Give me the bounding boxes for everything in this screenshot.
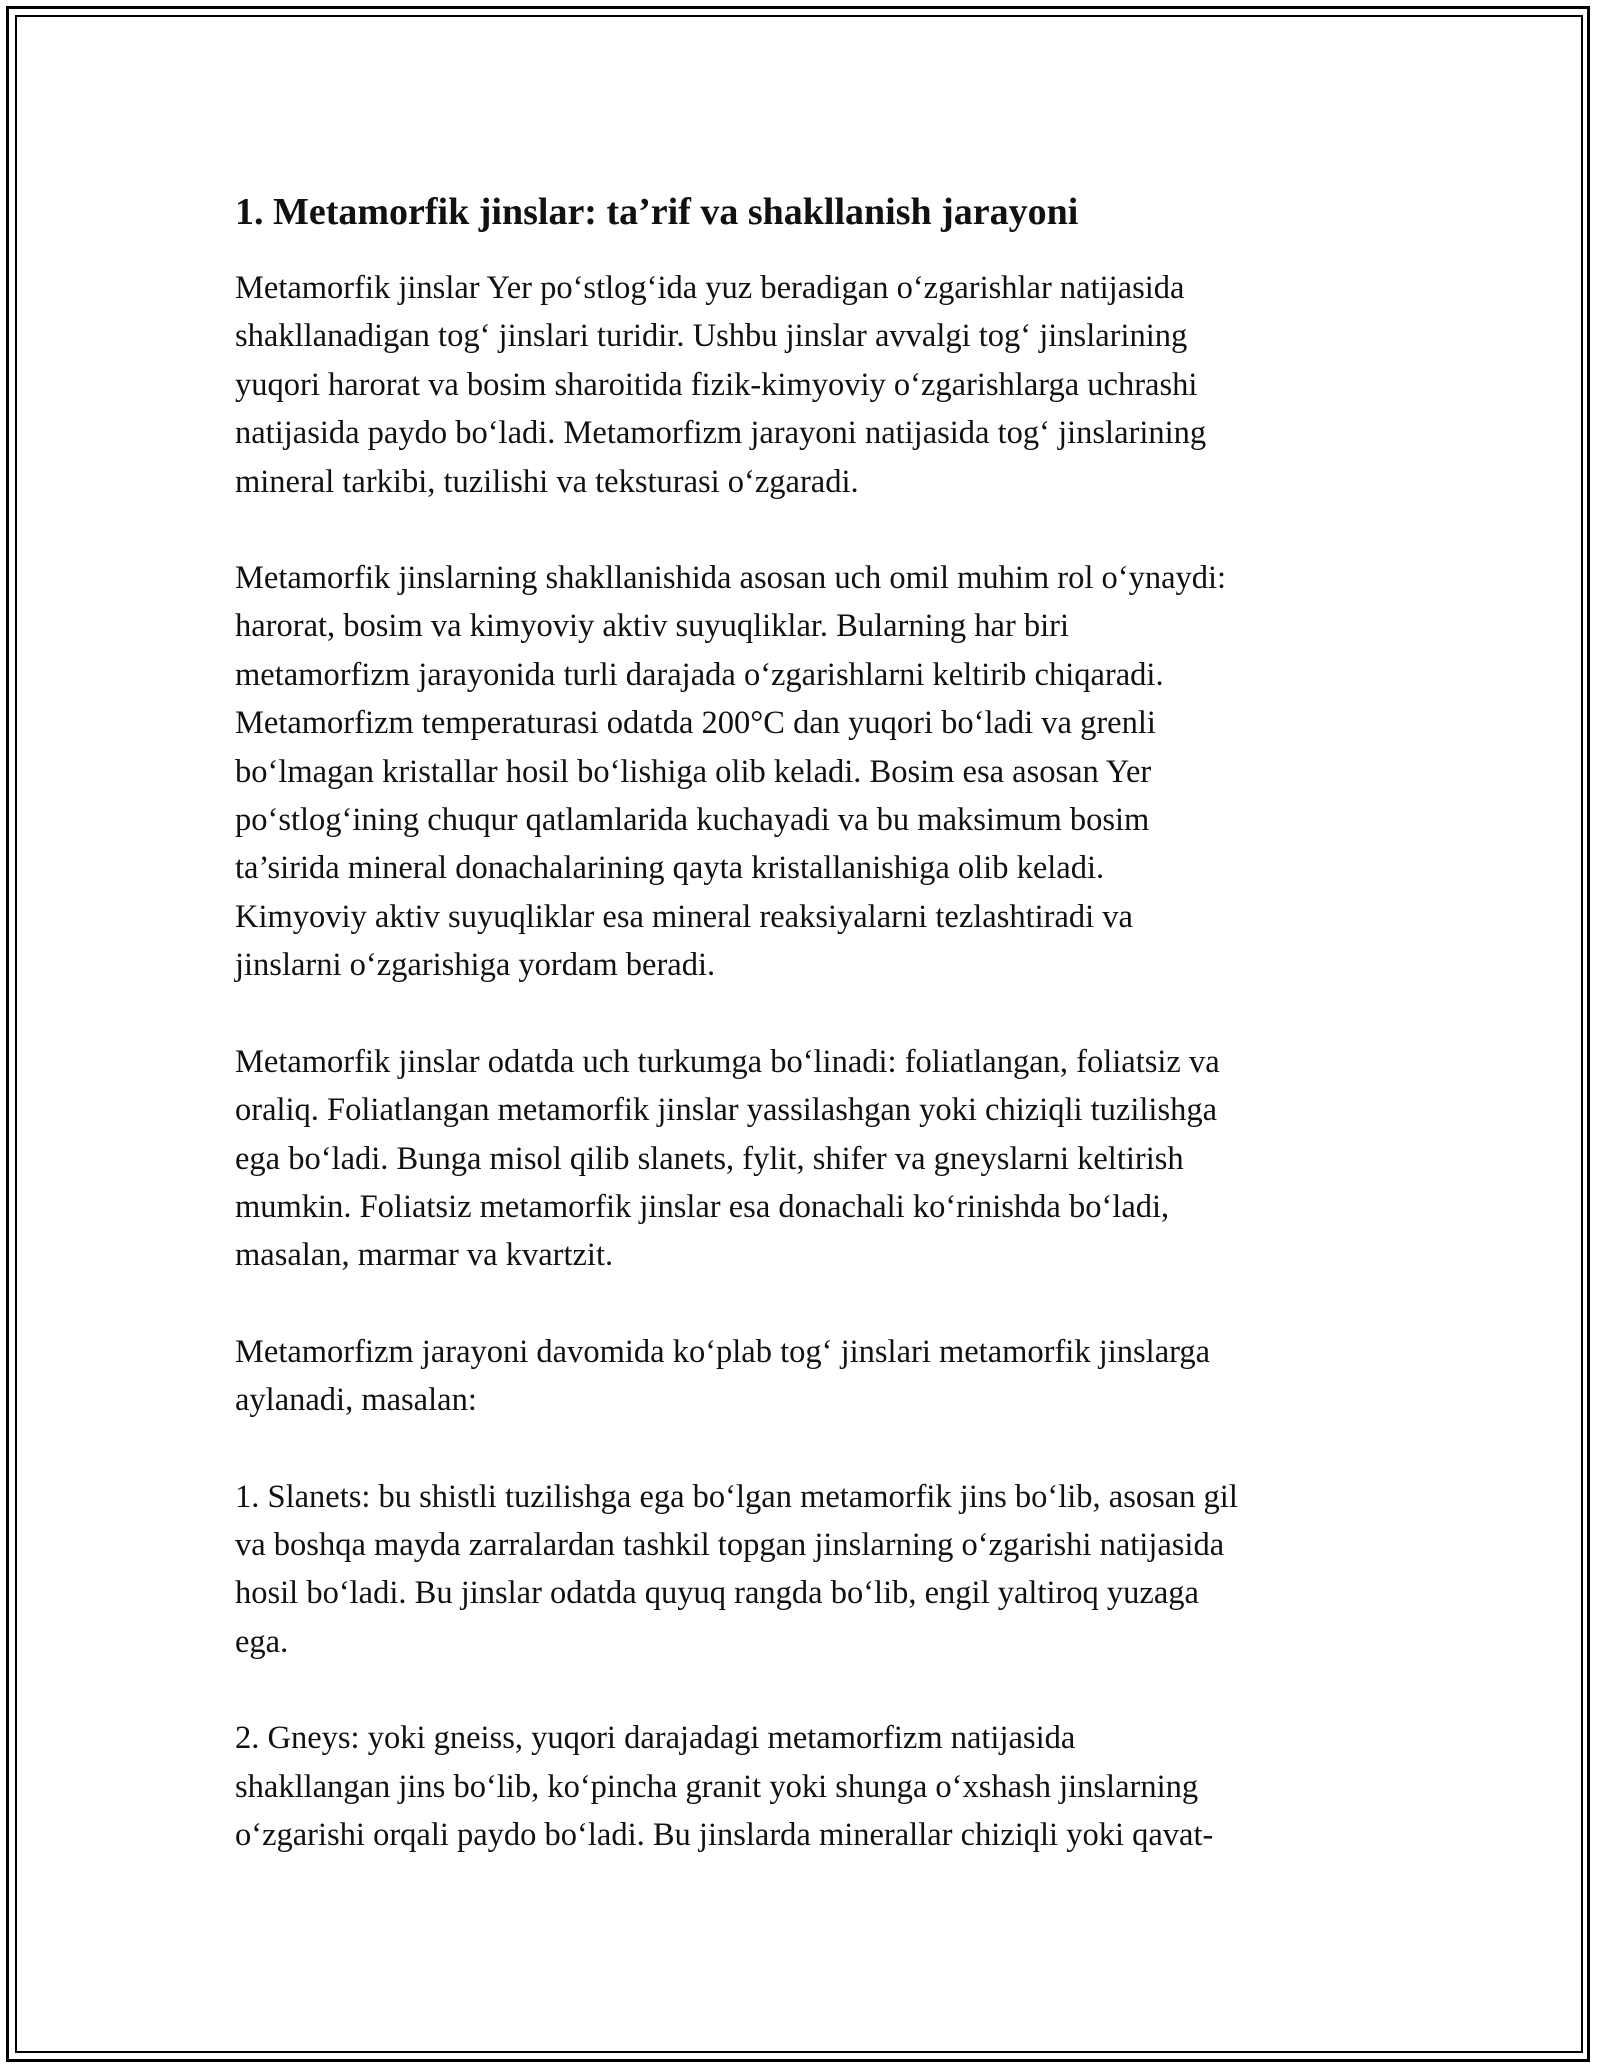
paragraph (235, 264, 1375, 506)
text-line: metamorfizm jarayonida turli darajada o‘zgarishlarni keltirib chiqaradi. (235, 656, 1164, 693)
text-line: ega bo‘ladi. Bunga misol qilib slanets, fylit, shifer va gneyslarni keltirish (235, 1140, 1184, 1177)
text-line: 2. Gneys: yoki gneiss, yuqori darajadagi metamorfizm natijasida (235, 1720, 1076, 1757)
paragraph-list (235, 264, 1375, 1859)
text-line: bo‘lmagan kristallar hosil bo‘lishiga olib keladi. Bosim esa asosan Yer (235, 753, 1152, 790)
paragraph (235, 1714, 1375, 1859)
text-line: ta’sirida mineral donachalarining qayta kristallanishiga olib keladi. (235, 850, 1105, 887)
text-line: po‘stlog‘ining chuqur qatlamlarida kuchayadi va bu maksimum bosim (235, 802, 1150, 839)
paragraph (235, 1328, 1375, 1425)
text-line: Metamorfik jinslar Yer po‘stlog‘ida yuz beradigan o‘zgarishlar natijasida (235, 270, 1185, 306)
text-line: Metamorfik jinslarning shakllanishida asosan uch omil muhim rol o‘ynaydi: (235, 560, 1227, 597)
text-line: jinslarni o‘zgarishiga yordam beradi. (235, 947, 716, 984)
text-line: oraliq. Foliatlangan metamorfik jinslar yassilashgan yoki chiziqli tuzilishga (235, 1092, 1218, 1129)
paragraph (235, 1473, 1375, 1667)
text-line: aylanadi, masalan: (235, 1382, 477, 1419)
text-line: harorat, bosim va kimyoviy aktiv suyuqliklar. Bularning har biri (235, 608, 1070, 645)
text-line: hosil bo‘ladi. Bu jinslar odatda quyuq rangda bo‘lib, engil yaltiroq yuzaga (235, 1575, 1199, 1612)
text-line: o‘zgarishi orqali paydo bo‘ladi. Bu jinslarda minerallar chiziqli yoki qavat- (235, 1816, 1214, 1853)
text-line: yuqori harorat va bosim sharoitida fizik-kimyoviy o‘zgarishlarga uchrashi (235, 366, 1198, 403)
text-line: shakllanadigan tog‘ jinslari turidir. Ushbu jinslar avvalgi tog‘ jinslarining (235, 318, 1188, 355)
text-line: 1. Slanets: bu shistli tuzilishga ega bo‘lgan metamorfik jins bo‘lib, asosan gil (235, 1478, 1238, 1515)
text-line: Metamorfik jinslar odatda uch turkumga bo‘linadi: foliatlangan, foliatsiz va (235, 1043, 1220, 1080)
document-body (235, 186, 1375, 1907)
text-line: masalan, marmar va kvartzit. (235, 1237, 614, 1274)
text-line: Metamorfizm jarayoni davomida ko‘plab tog‘ jinslari metamorfik jinslarga (235, 1333, 1211, 1370)
text-line: natijasida paydo bo‘ladi. Metamorfizm jarayoni natijasida tog‘ jinslarining (235, 415, 1207, 452)
section-heading: 1. Metamorfik jinslar: ta’rif va shakllanish jarayoni (235, 191, 1079, 233)
text-line: mumkin. Foliatsiz metamorfik jinslar esa donachali ko‘rinishda bo‘ladi, (235, 1188, 1170, 1225)
text-line: va boshqa mayda zarralardan tashkil topgan jinslarning o‘zgarishi natijasida (235, 1526, 1225, 1563)
text-line: ega. (235, 1623, 289, 1660)
text-line: Kimyoviy aktiv suyuqliklar esa mineral reaksiyalarni tezlashtiradi va (235, 898, 1133, 935)
paragraph (235, 1038, 1375, 1280)
text-line: mineral tarkibi, tuzilishi va teksturasi o‘zgaradi. (235, 463, 859, 500)
paragraph (235, 554, 1375, 990)
text-line: shakllangan jins bo‘lib, ko‘pincha granit yoki shunga o‘xshash jinslarning (235, 1768, 1199, 1805)
text-line: Metamorfizm temperaturasi odatda 200°C dan yuqori bo‘ladi va grenli (235, 705, 1156, 742)
